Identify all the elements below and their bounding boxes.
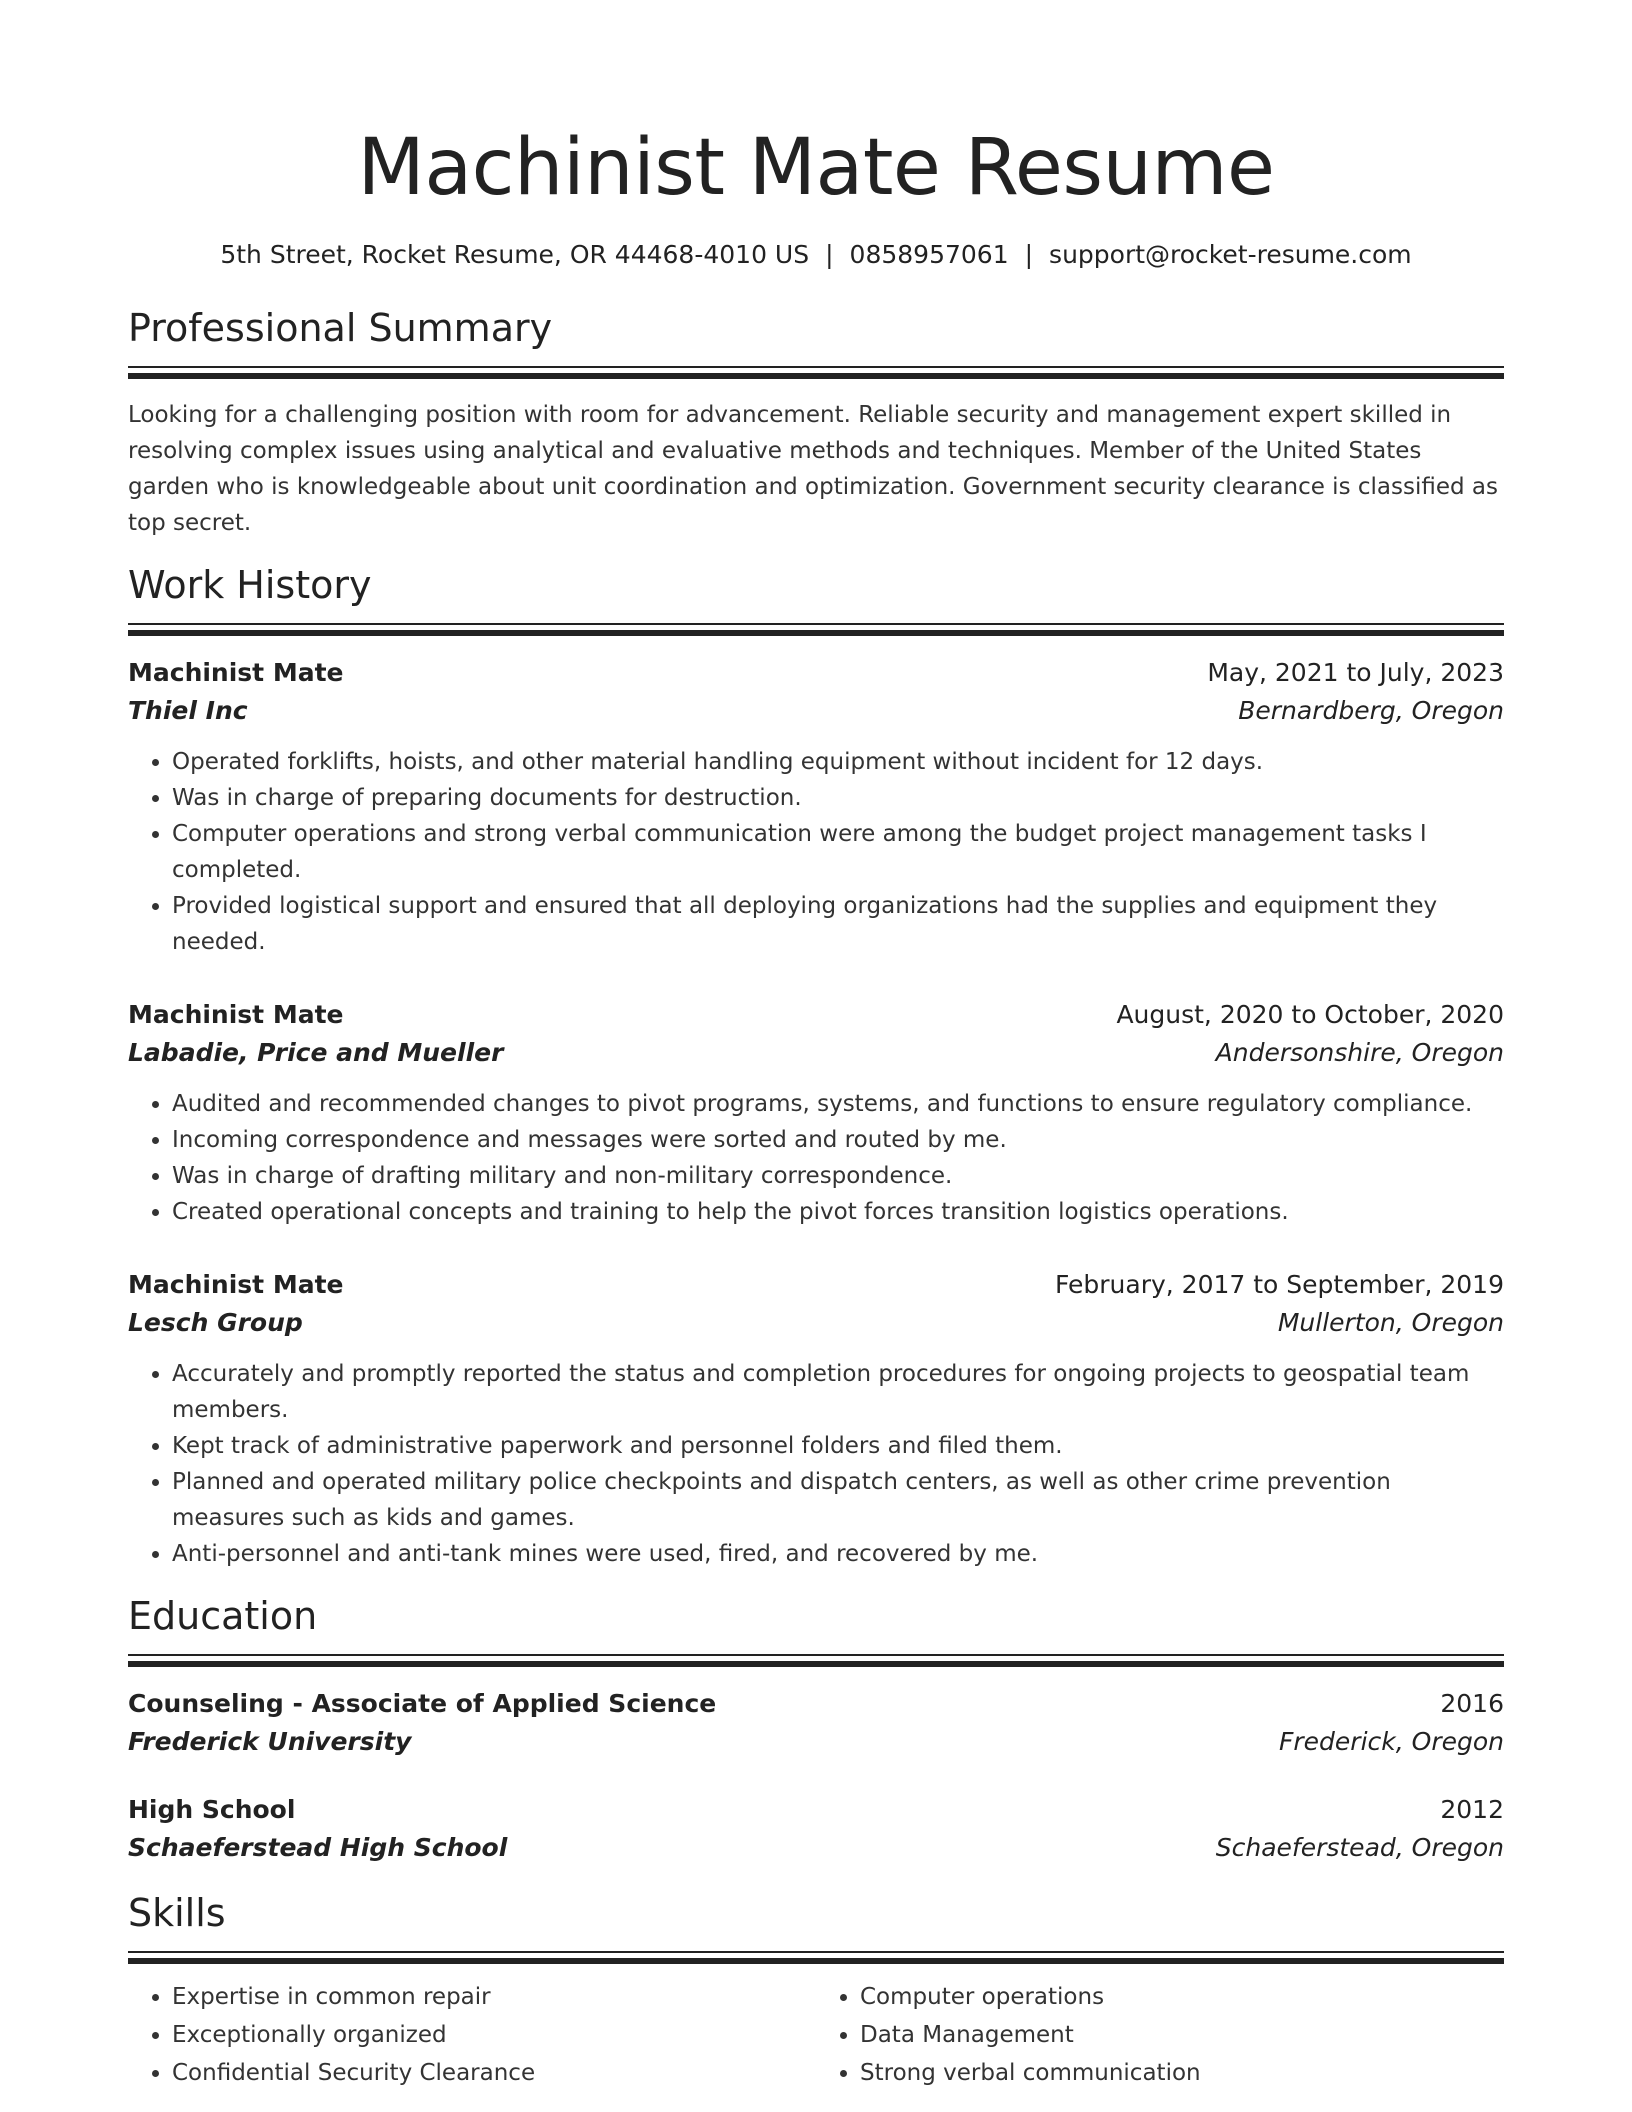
education-year: 2012 bbox=[1440, 1795, 1504, 1824]
job-title: Machinist Mate bbox=[128, 658, 344, 687]
skills-grid bbox=[128, 1978, 1504, 2092]
section-divider bbox=[128, 1654, 1504, 1656]
job-bullet: • Planned and operated military police checkpoints and dispatch centers, as well as other crime prevention measures such as kids and games. bbox=[172, 1464, 1504, 1536]
job-dates: May, 2021 to July, 2023 bbox=[1207, 658, 1504, 687]
resume-page bbox=[128, 118, 1504, 2092]
contact-address: 5th Street, Rocket Resume, OR 44468-4010 US bbox=[220, 240, 810, 269]
skill-item: • Computer operations bbox=[860, 1978, 1504, 2016]
job-bullet: • Was in charge of drafting military and non-military correspondence. bbox=[172, 1158, 1504, 1194]
job-entry bbox=[128, 996, 1504, 1230]
education-entry bbox=[128, 1791, 1504, 1867]
skill-item: • Exceptionally organized bbox=[172, 2016, 816, 2054]
work-history-heading: Work History bbox=[128, 563, 372, 607]
skill-item: • Data Management bbox=[860, 2016, 1504, 2054]
contact-line bbox=[128, 238, 1504, 272]
education-degree: Counseling - Associate of Applied Science bbox=[128, 1689, 717, 1718]
job-bullet: • Provided logistical support and ensured that all deploying organizations had the supplies and equipment they needed. bbox=[172, 888, 1504, 960]
summary-text: Looking for a challenging position with room for advancement. Reliable security and management expert skilled in resolving complex issues using analytical and evaluative methods and techniques. Member of the United States garden who is knowledgeable about unit coordination and optimization. Government security clearance is classified as top secret. bbox=[128, 402, 1498, 536]
job-company: Labadie, Price and Mueller bbox=[128, 1038, 504, 1067]
resume-title: Machinist Mate Resume bbox=[357, 123, 1275, 213]
job-bullet: • Computer operations and strong verbal communication were among the budget project management tasks I completed. bbox=[172, 816, 1504, 888]
skills-column-left bbox=[128, 1978, 816, 2092]
education-school: Frederick University bbox=[128, 1727, 412, 1756]
section-divider bbox=[128, 630, 1504, 636]
job-bullet: • Created operational concepts and training to help the pivot forces transition logistics operations. bbox=[172, 1194, 1504, 1230]
summary-section bbox=[128, 304, 1504, 541]
job-location: Mullerton, Oregon bbox=[1277, 1308, 1504, 1337]
job-title: Machinist Mate bbox=[128, 1000, 344, 1029]
job-bullet: • Anti-personnel and anti-tank mines were used, fired, and recovered by me. bbox=[172, 1536, 1504, 1572]
contact-email[interactable]: support@rocket-resume.com bbox=[1049, 240, 1412, 269]
job-bullets bbox=[128, 1356, 1504, 1572]
job-location: Andersonshire, Oregon bbox=[1215, 1038, 1504, 1067]
job-company: Thiel Inc bbox=[128, 696, 248, 725]
education-section bbox=[128, 1592, 1504, 1867]
education-location: Frederick, Oregon bbox=[1279, 1727, 1504, 1756]
section-divider bbox=[128, 1951, 1504, 1953]
contact-separator: | bbox=[825, 240, 834, 269]
education-entry bbox=[128, 1685, 1504, 1761]
job-bullets bbox=[128, 744, 1504, 960]
section-divider bbox=[128, 373, 1504, 379]
job-bullets bbox=[128, 1086, 1504, 1230]
section-divider bbox=[128, 1958, 1504, 1964]
job-title: Machinist Mate bbox=[128, 1270, 344, 1299]
contact-separator: | bbox=[1024, 240, 1034, 269]
job-bullet: • Operated forklifts, hoists, and other material handling equipment without incident for 12 days. bbox=[172, 744, 1504, 780]
job-bullet: • Kept track of administrative paperwork and personnel folders and filed them. bbox=[172, 1428, 1504, 1464]
job-dates: February, 2017 to September, 2019 bbox=[1055, 1270, 1504, 1299]
education-degree: High School bbox=[128, 1795, 296, 1824]
skills-section bbox=[128, 1889, 1504, 2092]
contact-phone: 0858957061 bbox=[849, 240, 1009, 269]
job-entry bbox=[128, 654, 1504, 960]
skill-item: • Expertise in common repair bbox=[172, 1978, 816, 2016]
job-bullet: • Accurately and promptly reported the status and completion procedures for ongoing projects to geospatial team members. bbox=[172, 1356, 1504, 1428]
job-location: Bernardberg, Oregon bbox=[1238, 696, 1504, 725]
job-bullet: • Audited and recommended changes to pivot programs, systems, and functions to ensure regulatory compliance. bbox=[172, 1086, 1504, 1122]
job-company: Lesch Group bbox=[128, 1308, 303, 1337]
section-divider bbox=[128, 1661, 1504, 1667]
summary-heading: Professional Summary bbox=[128, 306, 553, 350]
skills-column-right bbox=[816, 1978, 1504, 2092]
job-bullet: • Was in charge of preparing documents for destruction. bbox=[172, 780, 1504, 816]
skills-heading: Skills bbox=[128, 1891, 226, 1935]
section-divider bbox=[128, 623, 1504, 625]
skill-item: • Confidential Security Clearance bbox=[172, 2054, 816, 2092]
section-divider bbox=[128, 366, 1504, 368]
education-location: Schaeferstead, Oregon bbox=[1215, 1833, 1504, 1862]
work-history-section bbox=[128, 561, 1504, 1572]
job-entry bbox=[128, 1266, 1504, 1572]
education-heading: Education bbox=[128, 1594, 318, 1638]
education-school: Schaeferstead High School bbox=[128, 1833, 508, 1862]
job-dates: August, 2020 to October, 2020 bbox=[1116, 1000, 1504, 1029]
job-bullet: • Incoming correspondence and messages were sorted and routed by me. bbox=[172, 1122, 1504, 1158]
skill-item: • Strong verbal communication bbox=[860, 2054, 1504, 2092]
education-year: 2016 bbox=[1440, 1689, 1504, 1718]
